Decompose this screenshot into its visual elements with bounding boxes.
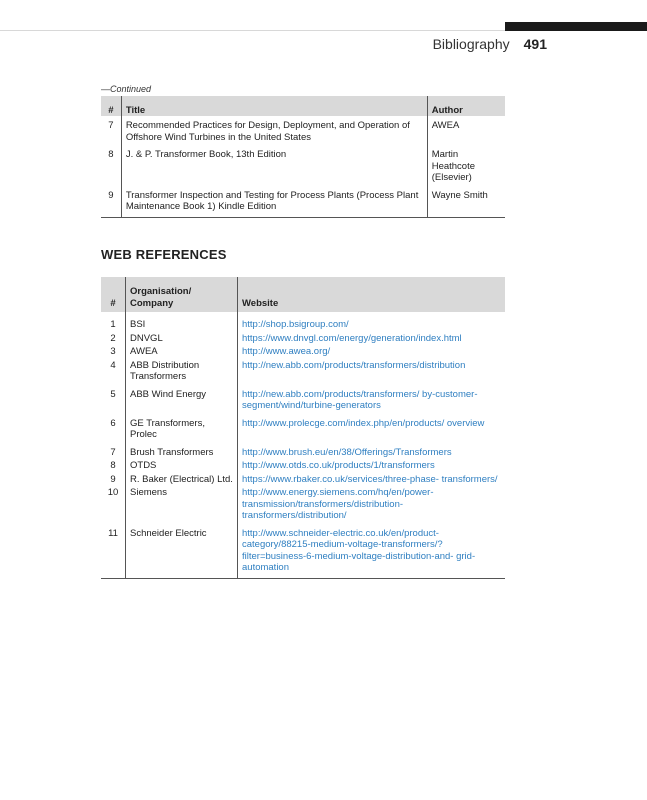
website-link[interactable]: http://www.brush.eu/en/38/Offerings/Transformers <box>242 446 452 458</box>
row-num: 9 <box>101 186 121 218</box>
row-num: 8 <box>101 145 121 186</box>
row-num: 6 <box>101 412 126 441</box>
website-link[interactable]: http://new.abb.com/products/transformers/ by-customer-segment/wind/turbine-generators <box>242 388 478 411</box>
row-num: 7 <box>101 116 121 145</box>
company-name: OTDS <box>126 458 238 472</box>
top-accent-bar <box>505 22 647 31</box>
row-num: 4 <box>101 358 126 383</box>
row-num: 11 <box>101 522 126 579</box>
company-name: Brush Transformers <box>126 441 238 459</box>
book-author: AWEA <box>431 120 460 131</box>
section-title: Bibliography <box>432 36 510 52</box>
table-row <box>101 331 505 345</box>
book-author: Martin Heathcote (Elsevier) <box>431 149 476 183</box>
row-num: 8 <box>101 458 126 472</box>
table-row <box>101 441 505 459</box>
company-name: Schneider Electric <box>126 522 238 579</box>
row-num: 10 <box>101 485 126 522</box>
website-link[interactable]: http://www.schneider-electric.co.uk/en/product- category/88215-medium-voltage-transformers/? filter=business-6-medium-voltage-distribution-and- grid-automation <box>238 522 506 579</box>
row-num: 2 <box>101 331 126 345</box>
col-header-author: Author <box>427 96 505 116</box>
company-name: ABB Distribution Transformers <box>126 358 238 383</box>
book-title: Recommended Practices for Design, Deployment, and Operation of Offshore Wind Turbines in the United States <box>121 116 427 145</box>
website-link[interactable]: http://www.otds.co.uk/products/1/transformers <box>242 460 435 471</box>
table-row <box>101 344 505 358</box>
row-num: 3 <box>101 344 126 358</box>
col-header-title: Title <box>121 96 427 116</box>
table-row <box>101 116 505 145</box>
web-references-heading: WEB REFERENCES <box>101 247 227 262</box>
table-row <box>101 522 505 579</box>
table-row <box>101 412 505 441</box>
table-row <box>101 383 505 412</box>
website-link[interactable]: http://new.abb.com/products/transformers/distribution <box>242 359 466 371</box>
books-table <box>101 96 505 218</box>
website-link[interactable]: http://www.awea.org/ <box>242 346 331 357</box>
website-link[interactable]: https://www.dnvgl.com/energy/generation/index.html <box>242 332 462 344</box>
col-header-num: # <box>101 277 126 312</box>
book-title: J. & P. Transformer Book, 13th Edition <box>121 145 427 186</box>
page-number: 491 <box>523 36 547 52</box>
book-title: Transformer Inspection and Testing for Process Plants (Process Plant Maintenance Book 1) Kindle Edition <box>121 186 427 218</box>
col-header-company: Organisation/ Company <box>126 277 238 312</box>
table-row <box>101 485 505 522</box>
table-row <box>101 186 505 218</box>
table-row <box>101 458 505 472</box>
col-header-website: Website <box>238 277 506 312</box>
website-link[interactable]: https://www.rbaker.co.uk/services/three-phase- transformers/ <box>242 473 498 485</box>
website-link[interactable]: http://www.prolecge.com/index.php/en/products/ overview <box>242 417 485 429</box>
table-row <box>101 472 505 486</box>
company-name: Siemens <box>126 485 238 522</box>
books-header-row <box>101 96 505 116</box>
row-num: 7 <box>101 441 126 459</box>
web-references-table <box>101 277 505 579</box>
web-header-row <box>101 277 505 312</box>
table-continued-caption: —Continued <box>101 84 152 94</box>
company-name: GE Transformers, Prolec <box>126 412 238 441</box>
running-head <box>433 36 547 52</box>
company-name: DNVGL <box>126 331 238 345</box>
table-row <box>101 145 505 186</box>
col-header-num: # <box>101 96 121 116</box>
company-name: R. Baker (Electrical) Ltd. <box>126 472 238 486</box>
table-row <box>101 312 505 331</box>
row-num: 1 <box>101 312 126 331</box>
website-link[interactable]: http://www.energy.siemens.com/hq/en/power- transmission/transformers/distribution- transformers/distribution/ <box>242 487 434 521</box>
book-author: Wayne Smith <box>427 186 505 218</box>
row-num: 5 <box>101 383 126 412</box>
row-num: 9 <box>101 472 126 486</box>
website-link[interactable]: http://shop.bsigroup.com/ <box>242 319 349 330</box>
company-name: AWEA <box>126 344 238 358</box>
company-name: BSI <box>126 312 238 331</box>
company-name: ABB Wind Energy <box>126 383 238 412</box>
table-row <box>101 358 505 383</box>
